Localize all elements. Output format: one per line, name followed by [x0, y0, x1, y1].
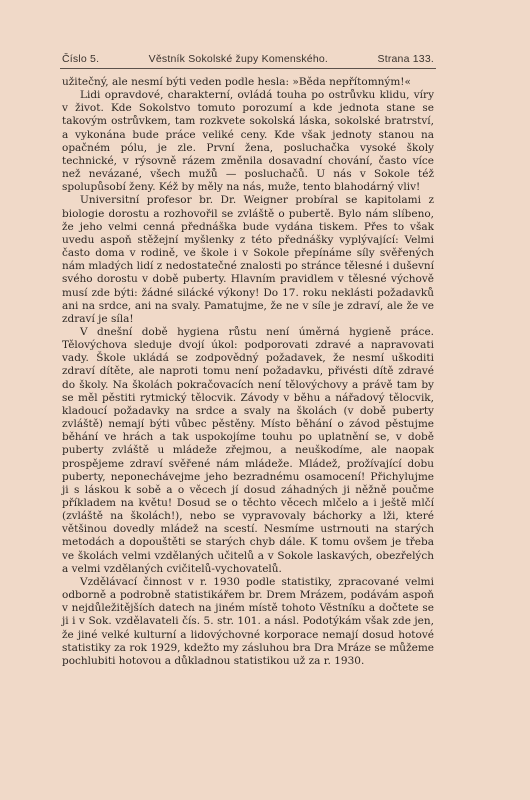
- journal-title: Věstník Sokolské župy Komenského.: [148, 53, 329, 65]
- paragraph: Vzdělávací činnost v r. 1930 podle statistiky, zpracované velmi odborně a podrobně statistikářem br. Drem Mrázem, podávám aspoň v nejdůležitějších datech na jiném místě tohoto Věstníku a dočtete se ji i v Sok. vzdělavateli čís. 5. str. 101. a násl. Podotýkám však zde jen, že jiné velké kulturní a lidovýchovné korporace nemají dosud hotové statistiky za rok 1929, kdežto my zásluhou bra Dra Mráze se můžeme pochlubiti hotovou a důkladnou statistikou už za r. 1930.: [62, 575, 434, 667]
- paragraph-continuation: užitečný, ale nesmí býti veden podle hesla: »Běda nepřítomným!«: [62, 76, 411, 88]
- paragraph: Universitní profesor br. Dr. Weigner probíral se kapitolami z biologie dorostu a rozhovořil se zvláště o pubertě. Bylo nám slíbeno, že jeho velmi cenná přednáška bude vydána tiskem. Přes to však uvedu aspoň stěžejní myšlenky z této přednášky vyplývající: Velmi často doma v rodině, ve škole i v Sokole přepínáme síly svěřených nám mladých lidí z nedostatečné znalosti po stránce tělesné i duševní svého dorostu v době puberty. Hlavním pravidlem v tělesné výchově musí zde býti: žádné silácké výkony! Do 17. roku neklásti požadavků ani na srdce, ani na svaly. Pamatujme, že ne v síle je zdraví, ale že ve zdraví je síla!: [62, 194, 434, 325]
- page-header: [62, 47, 434, 65]
- issue-number: Číslo 5.: [62, 53, 100, 65]
- page-number: Strana 133.: [377, 53, 434, 65]
- article-body: [62, 76, 434, 668]
- paragraph: V dnešní době hygiena růstu není úměrná hygieně práce. Tělovýchova sleduje dvojí úkol: podporovati zdravé a napravovati vady. Škole ukládá se zodpovědný požadavek, že nesmí uškoditi zdraví dítěte, ale naproti tomu není požadavku, přivésti dítě zdravé do školy. Na školách pokračovacích není tělovýchovy a právě tam by se měl pěstiti rytmický tělocvik. Závody v běhu a nářadový tělocvik, kladoucí požadavky na srdce a svaly na školách (v době puberty zvláště) nemají býti vůbec pěstěny. Místo běhání o závod pěstujme běhání ve hrách a tak uspokojíme touhu po uplatnění se, v době puberty zvláště u mládeže zřejmou, a neuškodíme, ale naopak prospějeme zdraví svěřené nám mládeže. Mládež, prožívající dobu puberty, neponechávejme jeho bezradnému osamocení! Přichylujme ji s láskou k sobě a o věcech jí dosud záhadných ji něžně poučme příkladem na květu! Dosud se o těchto věcech mlčelo a i ještě mlčí (zvláště na školách!), nebo se vypravovaly báchorky a lži, které většinou dovedly mládež na scestí. Nesmíme ustrnouti na starých metodách a dopouštěti se starých chyb dále. K tomu ovšem je třeba ve školách velmi vzdělaných učitelů a v Sokole laskavých, obezřelých a velmi vzdělaných cvičitelů-vychovatelů.: [62, 325, 434, 575]
- paragraph: Lidi opravdové, charakterní, ovládá touha po ostrůvku klidu, víry v život. Kde Sokolstvo tomuto porozumí a kde jednota stane se takovým ostrůvkem, tam rozkvete sokolská láska, sokolské bratrství, a vykonána bude práce veliké ceny. Kde však jednoty stanou na opačném pólu, je zle. První žena, posluchačka vysoké školy technické, v rýsovně rázem změnila dosavadní chování, často více než nevázané, všech mužů — posluchačů. U nás v Sokole též spolupůsobí ženy. Kéž by měly na nás, muže, tento blahodárný vliv!: [62, 89, 434, 194]
- header-rule: [60, 68, 436, 69]
